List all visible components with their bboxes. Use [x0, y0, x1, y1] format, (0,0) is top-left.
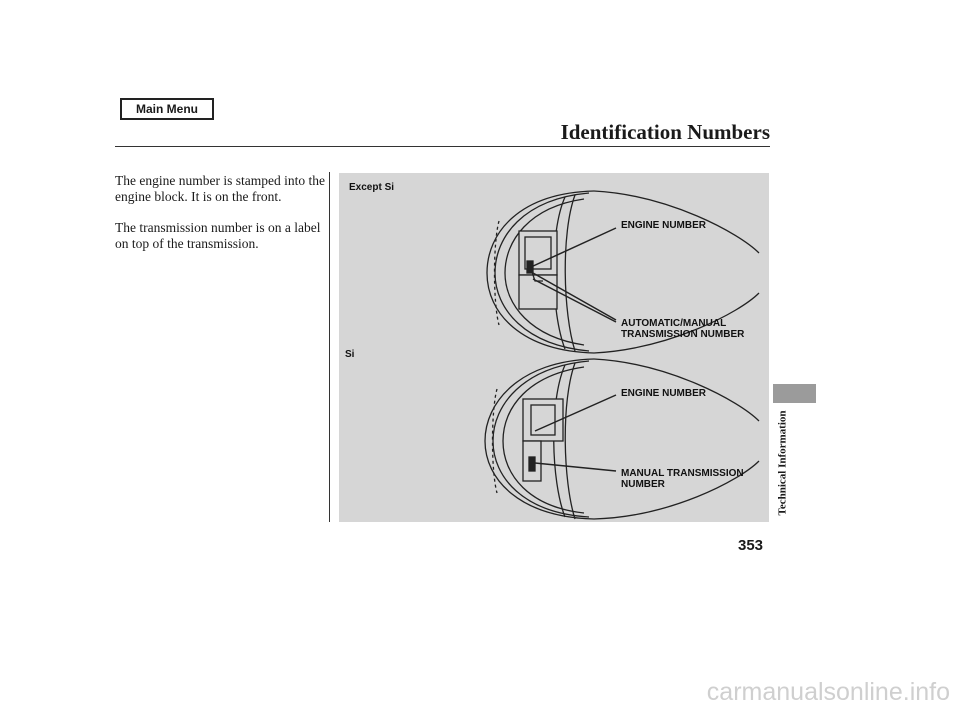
callout-manual-transmission-number: MANUAL TRANSMISSION NUMBER [621, 468, 744, 490]
page-title: Identification Numbers [560, 120, 770, 144]
watermark: carmanualsonline.info [706, 678, 950, 706]
bottom-engine-bay-drawing [485, 359, 759, 519]
paragraph-engine-number: The engine number is stamped into the engine block. It is on the front. [115, 173, 325, 204]
section-tab-marker [773, 384, 816, 403]
page-number: 353 [738, 537, 764, 554]
title-rule [115, 146, 770, 147]
body-text [115, 173, 325, 267]
variant-label-si: Si [345, 349, 355, 360]
callout-engine-number-bottom: ENGINE NUMBER [621, 388, 707, 399]
paragraph-transmission-number: The transmission number is on a label on top of the transmission. [115, 220, 321, 251]
variant-label-except-si: Except Si [349, 182, 395, 193]
section-label: Technical Information [776, 410, 789, 516]
figure-panel [339, 173, 769, 522]
column-divider [329, 172, 330, 522]
main-menu-button[interactable]: Main Menu [120, 98, 214, 120]
callout-engine-number-top: ENGINE NUMBER [621, 220, 707, 231]
callout-transmission-number-top: AUTOMATIC/MANUAL TRANSMISSION NUMBER [621, 318, 745, 340]
